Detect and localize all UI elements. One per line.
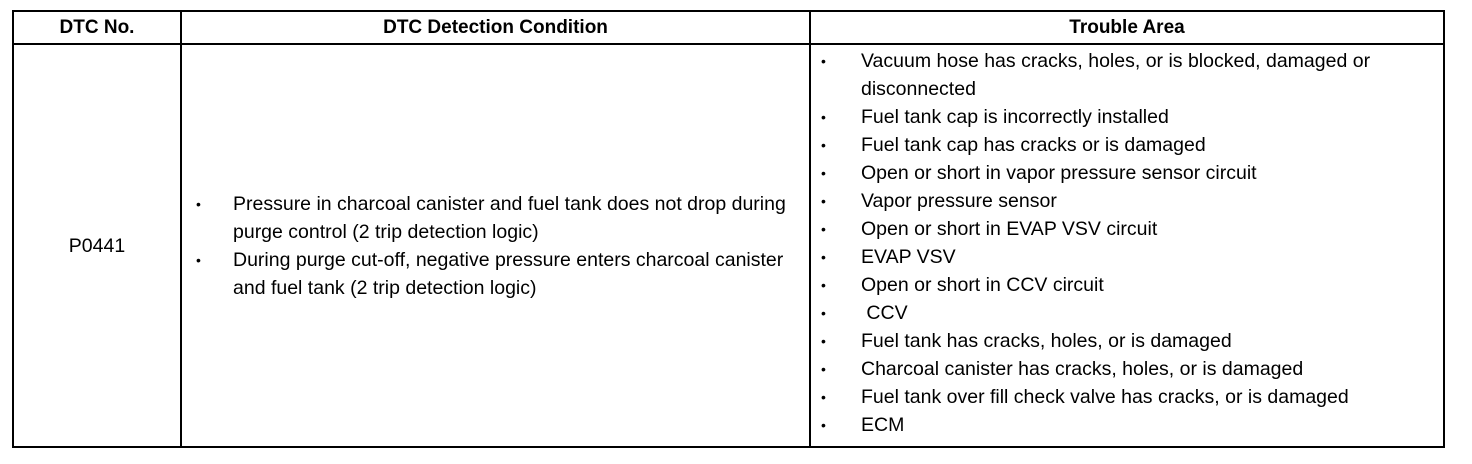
trouble-area-text: Open or short in CCV circuit (861, 274, 1104, 296)
trouble-area-text: EVAP VSV (861, 246, 956, 268)
header-trouble-area: Trouble Area (810, 11, 1444, 44)
condition-text: Pressure in charcoal canister and fuel tank does not drop during purge control (2 trip detection logic) (233, 192, 786, 243)
list-item (821, 243, 1439, 271)
list-item (821, 271, 1439, 299)
header-detection-condition: DTC Detection Condition (181, 11, 810, 44)
list-item (821, 131, 1439, 159)
trouble-area-text: Vapor pressure sensor (861, 190, 1057, 212)
condition-list (196, 190, 801, 302)
trouble-area-text: Vacuum hose has cracks, holes, or is blocked, damaged or disconnected (861, 50, 1371, 100)
bullet-icon: • (821, 193, 826, 209)
bullet-icon: • (821, 165, 826, 181)
trouble-area-text: Open or short in EVAP VSV circuit (861, 218, 1158, 240)
bullet-icon: • (821, 137, 826, 153)
list-item (821, 327, 1439, 355)
list-item (821, 411, 1439, 439)
list-item (821, 355, 1439, 383)
list-item (196, 190, 801, 246)
bullet-icon: • (196, 195, 201, 212)
bullet-icon: • (821, 249, 826, 265)
list-item (821, 159, 1439, 187)
header-dtc-no: DTC No. (13, 11, 181, 44)
detection-condition-cell (181, 44, 810, 447)
list-item (821, 215, 1439, 243)
trouble-area-cell (810, 44, 1444, 447)
dtc-table (12, 10, 1445, 448)
trouble-area-text: CCV (861, 302, 908, 324)
bullet-icon: • (821, 277, 826, 293)
table-row (13, 44, 1444, 447)
bullet-icon: • (821, 221, 826, 237)
bullet-icon: • (821, 333, 826, 349)
bullet-icon: • (821, 417, 826, 433)
dtc-code-cell: P0441 (13, 44, 181, 447)
bullet-icon: • (821, 53, 826, 69)
list-item (821, 383, 1439, 411)
table-header-row (13, 11, 1444, 44)
trouble-area-list (821, 45, 1439, 439)
trouble-area-text: Fuel tank over fill check valve has cracks, or is damaged (861, 386, 1349, 408)
list-item (821, 47, 1439, 103)
trouble-area-text: Charcoal canister has cracks, holes, or is damaged (861, 358, 1304, 380)
trouble-area-text: Fuel tank cap is incorrectly installed (861, 106, 1169, 128)
list-item (821, 103, 1439, 131)
trouble-area-text: ECM (861, 414, 905, 436)
bullet-icon: • (821, 361, 826, 377)
trouble-area-text: Fuel tank cap has cracks or is damaged (861, 134, 1206, 156)
bullet-icon: • (821, 109, 826, 125)
bullet-icon: • (821, 305, 826, 321)
trouble-area-text: Open or short in vapor pressure sensor circuit (861, 162, 1257, 184)
list-item (821, 187, 1439, 215)
list-item (821, 299, 1439, 327)
trouble-area-text: Fuel tank has cracks, holes, or is damaged (861, 330, 1232, 352)
bullet-icon: • (196, 251, 201, 268)
list-item (196, 246, 801, 302)
bullet-icon: • (821, 389, 826, 405)
condition-text: During purge cut-off, negative pressure enters charcoal canister and fuel tank (2 trip detection logic) (233, 248, 784, 299)
